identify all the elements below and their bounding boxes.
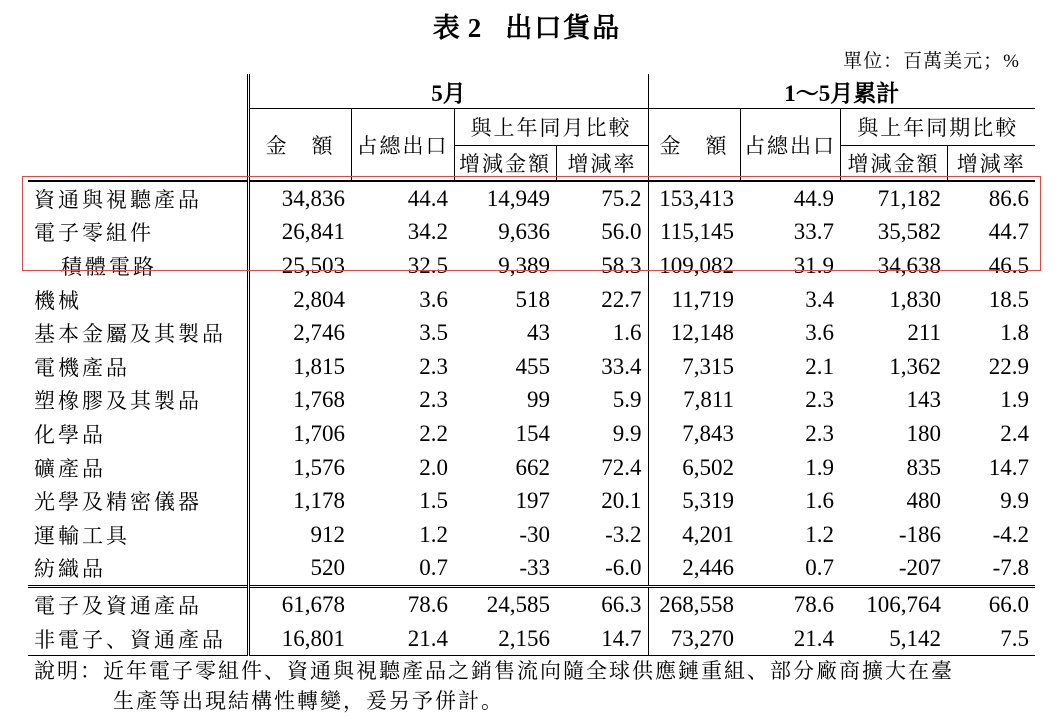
row-value: 44.9 xyxy=(793,185,834,211)
title-name: 出口貨品 xyxy=(505,13,622,43)
row-value: 5.9 xyxy=(612,387,642,413)
row-label: 礦產品 xyxy=(34,456,106,481)
note-line-2: 生產等出現結構性轉變，爰另予併計。 xyxy=(113,689,504,713)
row-value: 7.5 xyxy=(947,622,1035,656)
row-value: 1.8 xyxy=(1000,320,1029,346)
row-value: 1,768 xyxy=(248,384,351,418)
table-row xyxy=(28,384,1035,418)
row-value: 14.7 xyxy=(556,622,648,656)
table-row xyxy=(28,451,1035,485)
row-value: 73,270 xyxy=(648,622,740,656)
row-label: 電子零組件 xyxy=(34,221,154,246)
row-value: 1.6 xyxy=(805,488,834,514)
row-value: 16,801 xyxy=(248,622,351,656)
row-value: 56.0 xyxy=(601,219,642,245)
export-table xyxy=(28,74,1035,656)
corner-cell xyxy=(28,74,248,109)
header-change-rate: 增減率 xyxy=(556,146,648,182)
row-value: 3.6 xyxy=(419,286,448,312)
row-value: 2.4 xyxy=(1000,420,1029,446)
row-value: 34,836 xyxy=(248,181,351,216)
row-value: 2.2 xyxy=(419,420,448,446)
unit-label: 單位：百萬美元；% xyxy=(843,51,1020,72)
row-value: 268,558 xyxy=(648,587,740,622)
row-value: 2.3 xyxy=(805,420,834,446)
table-row xyxy=(28,350,1035,384)
highlight-box xyxy=(22,176,1041,271)
row-value: 835 xyxy=(906,454,941,480)
row-value: 154 xyxy=(515,420,550,446)
row-value: 455 xyxy=(515,353,550,379)
row-value: 35,582 xyxy=(877,219,941,245)
row-value: 18.5 xyxy=(988,286,1029,312)
row-value: 1,830 xyxy=(889,286,941,312)
row-value: 1.9 xyxy=(805,454,834,480)
row-value: 12,148 xyxy=(648,316,740,350)
corner-cell xyxy=(28,109,248,146)
row-value: 3.6 xyxy=(805,320,834,346)
row-value: 109,082 xyxy=(648,249,740,283)
row-value: 1.2 xyxy=(805,521,834,547)
header-month: 5月 xyxy=(248,74,648,109)
row-value: -33 xyxy=(519,555,550,581)
row-value: 2.3 xyxy=(805,387,834,413)
row-value: -6.0 xyxy=(605,555,642,581)
row-value: 14,949 xyxy=(486,185,550,211)
header-change-amount: 增減金額 xyxy=(454,146,556,182)
row-value: 2,746 xyxy=(248,316,351,350)
row-value: 34,638 xyxy=(877,252,941,278)
row-label: 運輸工具 xyxy=(34,523,130,548)
row-value: 33.7 xyxy=(793,219,834,245)
row-label: 紡織品 xyxy=(34,557,106,582)
table-title xyxy=(0,6,1054,45)
row-value: 912 xyxy=(248,518,351,552)
row-value: 75.2 xyxy=(601,185,642,211)
row-value: 1,362 xyxy=(889,353,941,379)
row-label: 化學品 xyxy=(34,422,106,447)
row-label: 塑橡膠及其製品 xyxy=(34,389,202,414)
row-value: -186 xyxy=(898,521,941,547)
header-share-ytd: 占總出口 xyxy=(740,109,840,182)
row-value: 34.2 xyxy=(407,219,448,245)
row-value: 25,503 xyxy=(248,249,351,283)
row-value: 1,815 xyxy=(248,350,351,384)
table-row xyxy=(28,552,1035,587)
row-value: 5,319 xyxy=(648,484,740,518)
row-value: 106,764 xyxy=(840,587,947,622)
row-label: 非電子、資通產品 xyxy=(28,622,248,656)
row-value: 4,201 xyxy=(648,518,740,552)
row-value: 78.6 xyxy=(740,587,840,622)
header-compare-month: 與上年同月比較 xyxy=(454,109,648,146)
row-value: 153,413 xyxy=(648,181,740,216)
row-value: 2.3 xyxy=(419,353,448,379)
row-value: 7,811 xyxy=(648,384,740,418)
row-value: 71,182 xyxy=(877,185,941,211)
table-row xyxy=(28,417,1035,451)
row-value: 26,841 xyxy=(248,216,351,250)
row-value: 11,719 xyxy=(648,283,740,317)
table-row xyxy=(28,622,1035,656)
table-row xyxy=(28,484,1035,518)
row-value: 2.3 xyxy=(419,387,448,413)
row-value: 7,315 xyxy=(648,350,740,384)
row-value: 1,706 xyxy=(248,417,351,451)
row-value: 24,585 xyxy=(454,587,556,622)
row-value: 44.7 xyxy=(988,219,1029,245)
row-value: 61,678 xyxy=(248,587,351,622)
row-value: 33.4 xyxy=(601,353,642,379)
row-value: 9,389 xyxy=(498,252,550,278)
row-value: 143 xyxy=(906,387,941,413)
row-value: 5,142 xyxy=(840,622,947,656)
row-label: 積體電路 xyxy=(61,254,157,279)
table-row xyxy=(28,283,1035,317)
row-value: 31.9 xyxy=(793,252,834,278)
row-value: 6,502 xyxy=(648,451,740,485)
row-value: 9,636 xyxy=(498,219,550,245)
header-share: 占總出口 xyxy=(351,109,454,182)
row-value: 662 xyxy=(515,454,550,480)
row-value: -4.2 xyxy=(992,521,1029,547)
row-value: 520 xyxy=(248,552,351,587)
row-value: 518 xyxy=(515,286,550,312)
header-ytd: 1～5月累計 xyxy=(648,74,1035,109)
row-value: -7.8 xyxy=(992,555,1029,581)
row-value: 1,576 xyxy=(248,451,351,485)
row-value: 32.5 xyxy=(407,252,448,278)
row-value: 14.7 xyxy=(988,454,1029,480)
row-value: 2,804 xyxy=(248,283,351,317)
row-value: 1.5 xyxy=(419,488,448,514)
row-value: 21.4 xyxy=(351,622,454,656)
row-value: 0.7 xyxy=(419,555,448,581)
row-label: 資通與視聽產品 xyxy=(34,187,202,212)
row-value: 480 xyxy=(906,488,941,514)
row-value: 3.5 xyxy=(419,320,448,346)
row-value: 66.0 xyxy=(947,587,1035,622)
row-label: 基本金屬及其製品 xyxy=(34,322,226,347)
row-label: 光學及精密儀器 xyxy=(34,490,202,515)
row-label: 機械 xyxy=(34,288,82,313)
row-value: 22.9 xyxy=(988,353,1029,379)
row-value: 2.0 xyxy=(419,454,448,480)
row-value: -3.2 xyxy=(605,521,642,547)
row-value: 211 xyxy=(907,320,941,346)
row-value: 1.6 xyxy=(612,320,642,346)
row-value: 44.4 xyxy=(407,185,448,211)
title-prefix: 表 xyxy=(432,13,462,43)
row-value: 0.7 xyxy=(805,555,834,581)
header-compare-period: 與上年同期比較 xyxy=(840,109,1035,146)
row-value: 115,145 xyxy=(648,216,740,250)
header-amount: 金 額 xyxy=(248,109,351,182)
row-value: 66.3 xyxy=(556,587,648,622)
row-value: -207 xyxy=(898,555,941,581)
table-row xyxy=(28,316,1035,350)
row-value: 46.5 xyxy=(988,252,1029,278)
row-value: 1.2 xyxy=(419,521,448,547)
row-value: 22.7 xyxy=(601,286,642,312)
row-value: 86.6 xyxy=(988,185,1029,211)
row-value: 7,843 xyxy=(648,417,740,451)
row-value: 1.9 xyxy=(1000,387,1029,413)
row-value: 21.4 xyxy=(740,622,840,656)
row-label: 電機產品 xyxy=(34,355,130,380)
row-value: 2,156 xyxy=(454,622,556,656)
row-value: 9.9 xyxy=(1000,488,1029,514)
row-value: 72.4 xyxy=(601,454,642,480)
row-value: 180 xyxy=(906,420,941,446)
row-value: 2.1 xyxy=(805,353,834,379)
row-value: 78.6 xyxy=(351,587,454,622)
row-label: 電子及資通產品 xyxy=(28,587,248,622)
row-value: 3.4 xyxy=(805,286,834,312)
row-value: 43 xyxy=(527,320,550,346)
row-value: 9.9 xyxy=(612,420,642,446)
row-value: 2,446 xyxy=(648,552,740,587)
row-value: 20.1 xyxy=(601,488,642,514)
note-line-1: 說明：近年電子零組件、資通與視聽產品之銷售流向隨全球供應鏈重組、部分廠商擴大在臺 xyxy=(34,659,954,683)
table-row xyxy=(28,518,1035,552)
header-amount-ytd: 金 額 xyxy=(648,109,740,182)
row-value: 58.3 xyxy=(601,252,642,278)
row-value: 1,178 xyxy=(248,484,351,518)
header-change-amount-ytd: 增減金額 xyxy=(840,146,947,182)
row-value: 197 xyxy=(515,488,550,514)
header-change-rate-ytd: 增減率 xyxy=(947,146,1035,182)
title-number: 2 xyxy=(467,13,484,43)
table-row xyxy=(28,587,1035,622)
row-value: -30 xyxy=(519,521,550,547)
row-value: 99 xyxy=(527,387,550,413)
